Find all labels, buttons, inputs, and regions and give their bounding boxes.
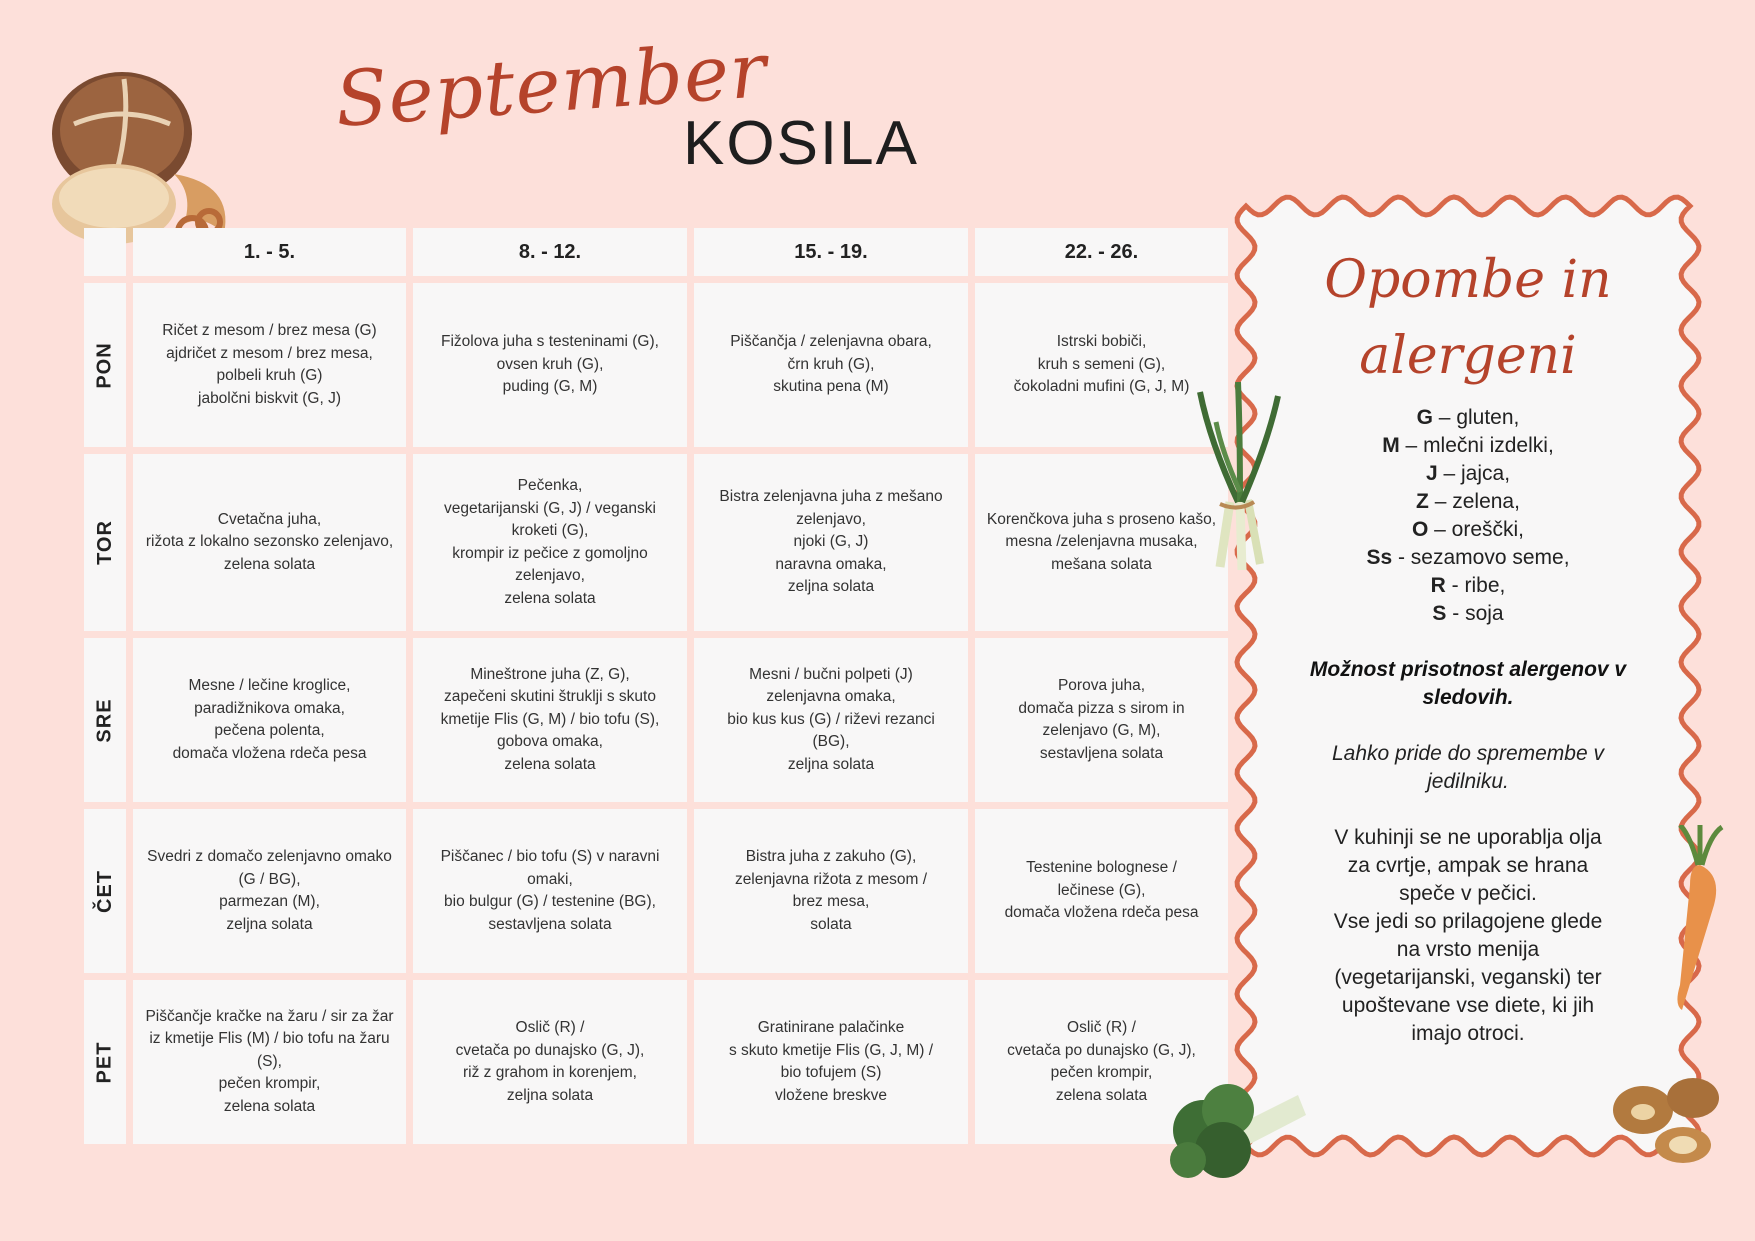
allergen-item: O – oreščki, [1411, 518, 1525, 541]
meal-cell [413, 980, 687, 1144]
meal-cell [133, 283, 406, 447]
meal-text: Mineštrone juha (Z, G), zapečeni skutini štruklji s skuto kmetije Flis (G, M) / bio tofu (S), gobova omaka, zelena solata [440, 665, 660, 773]
meal-cell [694, 980, 968, 1144]
meal-text: Istrski bobiči, kruh s semeni (G), čokoladni mufini (G, J, M) [1013, 333, 1190, 396]
meal-cell [694, 454, 968, 631]
meal-text: Testenine bolognese / lečinese (G), domača vložena rdeča pesa [1004, 859, 1199, 922]
week-header: 15. - 19. [694, 228, 968, 276]
broccoli-icon [1168, 1075, 1308, 1185]
meal-cell [133, 454, 406, 631]
meal-cell [694, 283, 968, 447]
week-header: 8. - 12. [413, 228, 687, 276]
meal-text: Bistra zelenjavna juha z mešano zelenjavo, njoki (G, J) naravna omaka, zeljna solata [719, 488, 943, 596]
meal-text: Oslič (R) / cvetača po dunajsko (G, J), riž z grahom in korenjem, zeljna solata [455, 1019, 645, 1104]
meal-text: Korenčkova juha s proseno kašo, mesna /zelenjavna musaka, mešana solata [986, 510, 1217, 573]
bread-icon [44, 64, 244, 254]
notes-title-line2: alergeni [1359, 326, 1577, 386]
potato-icon [1608, 1070, 1728, 1170]
allergen-item: G – gluten, [1416, 406, 1520, 429]
table-corner [84, 228, 126, 276]
notes-panel [1232, 192, 1704, 1160]
meal-cell [694, 809, 968, 973]
allergen-item: S - soja [1432, 602, 1504, 625]
allergen-item: R - ribe, [1430, 574, 1506, 597]
day-label-text: SRE [93, 697, 116, 743]
meal-text: Ričet z mesom / brez mesa (G) ajdričet z mesom / brez mesa, polbeli kruh (G) jabolčni biskvit (G, J) [162, 322, 377, 407]
day-label [84, 283, 126, 447]
herbs-icon [1190, 382, 1286, 572]
meal-text: Pečenka, vegetarijanski (G, J) / veganski kroketi (G), krompir iz pečice z gomoljno zelenjavo, zelena solata [444, 477, 656, 607]
day-label-text: PET [93, 1041, 116, 1083]
carrot-icon [1660, 825, 1730, 1015]
week-header: 1. - 5. [133, 228, 406, 276]
day-label-text: TOR [93, 520, 116, 565]
meal-cell [413, 454, 687, 631]
meal-text: Fižolova juha s testeninami (G), ovsen kruh (G), puding (G, M) [441, 333, 659, 396]
title-script: September [332, 25, 770, 144]
notes-title [1292, 242, 1644, 394]
day-label [84, 809, 126, 973]
page-title: KOSILA [683, 109, 919, 178]
meal-text: Svedri z domačo zelenjavno omako (G / BG), parmezan (M), zeljna solata [147, 848, 392, 933]
allergen-item: Z – zelena, [1416, 490, 1520, 513]
meal-text: Cvetačna juha, rižota z lokalno sezonsko zelenjavo, zelena solata [145, 510, 394, 573]
meal-text: Piščančje kračke na žaru / sir za žar iz kmetije Flis (M) / bio tofu na žaru (S), pečen krompir, zelena solata [145, 1007, 394, 1115]
allergen-item: Ss - sezamovo seme, [1366, 546, 1570, 569]
meal-cell [133, 980, 406, 1144]
meal-text: Gratinirane palačinke s skuto kmetije Flis (G, J, M) / bio tofujem (S) vložene breskve [728, 1019, 934, 1104]
meal-text: Oslič (R) / cvetača po dunajsko (G, J), pečen krompir, zelena solata [1007, 1019, 1196, 1104]
meal-cell [413, 809, 687, 973]
meal-cell [694, 638, 968, 802]
meal-cell [413, 638, 687, 802]
allergen-list [1292, 404, 1644, 628]
notes-title-line1: Opombe in [1324, 250, 1612, 310]
meal-text: Piščančja / zelenjavna obara, črn kruh (G), skutina pena (M) [730, 333, 932, 396]
meal-cell [413, 283, 687, 447]
week-header: 22. - 26. [975, 228, 1228, 276]
meal-cell [133, 809, 406, 973]
day-label [84, 454, 126, 631]
day-label-text: ČET [93, 869, 116, 913]
notes-content [1292, 242, 1644, 1048]
meal-text: Bistra juha z zakuho (G), zelenjavna rižota z mesom / brez mesa, solata [734, 848, 928, 933]
day-label-text: PON [93, 341, 116, 389]
allergen-item: M – mlečni izdelki, [1382, 434, 1554, 457]
meal-cell [975, 809, 1228, 973]
meal-cell [133, 638, 406, 802]
meal-cell [975, 638, 1228, 802]
meal-text: Mesne / lečine kroglice, paradižnikova omaka, pečena polenta, domača vložena rdeča pesa [172, 677, 367, 762]
meal-text: Mesni / bučni polpeti (J) zelenjavna omaka, bio kus kus (G) / riževi rezanci (BG), zeljna solata [727, 665, 935, 773]
trace-allergen-note: Možnost prisotnost alergenov v sledovih. [1309, 658, 1627, 709]
kitchen-note: V kuhinji se ne uporablja olja za cvrtje, ampak se hrana speče v pečici. Vse jedi so prilagojene glede na vrsto menija (vegetarijanski, veganski) ter upoštevane vse diete, ki jih imajo otroci. [1333, 826, 1603, 1045]
meal-text: Piščanec / bio tofu (S) v naravni omaki, bio bulgur (G) / testenine (BG), sestavljena solata [440, 848, 660, 933]
menu-change-note: Lahko pride do spremembe v jedilniku. [1332, 742, 1604, 793]
day-label [84, 638, 126, 802]
menu-table [84, 228, 1228, 1144]
day-label [84, 980, 126, 1144]
allergen-item: J – jajca, [1425, 462, 1511, 485]
meal-text: Porova juha, domača pizza s sirom in zelenjavo (G, M), sestavljena solata [1018, 677, 1185, 762]
